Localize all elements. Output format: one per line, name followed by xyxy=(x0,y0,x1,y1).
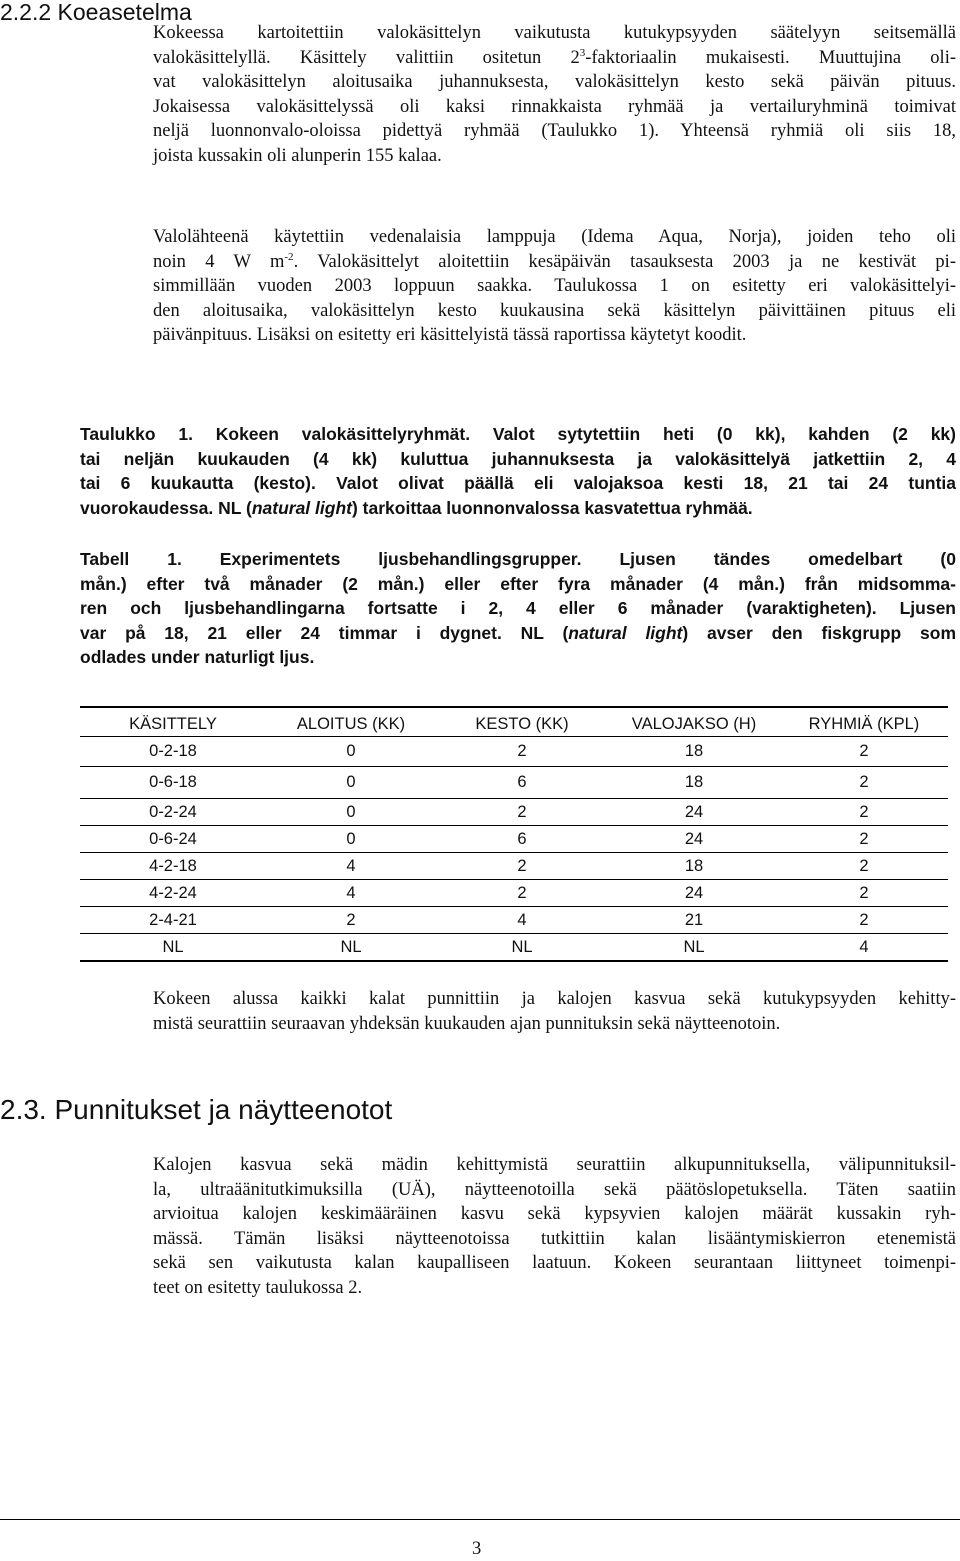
table-cell: 2 xyxy=(436,737,608,767)
text-line: sekä sen vaikutusta kalan kaupalliseen laatuun. Kokeen seurantaan liittyneet toimenpi- xyxy=(153,1253,956,1273)
table-row xyxy=(80,907,948,934)
text-line: joista kussakin oli alunperin 155 kalaa. xyxy=(153,145,442,166)
table-cell: 2 xyxy=(436,853,608,880)
text-line: Jokaisessa valokäsittelyssä oli kaksi rinnakkaista ryhmää ja vertailuryhminä toimivat xyxy=(153,96,956,117)
table-cell: NL xyxy=(162,937,184,956)
table-row xyxy=(80,880,948,907)
table-cell: 2-4-21 xyxy=(80,907,266,934)
table-row xyxy=(80,737,948,767)
table-cell: 21 xyxy=(608,907,780,934)
table-cell: 6 xyxy=(436,767,608,799)
text-line: neljä luonnonvalo-oloissa pidettyä ryhmää (Taulukko 1). Yhteensä ryhmiä oli siis 18, xyxy=(153,121,956,141)
table-row xyxy=(80,826,948,853)
table-cell: 2 xyxy=(780,826,948,853)
text-fragment: -faktoriaalin mukaisesti. Muuttujina oli- xyxy=(585,47,957,68)
table-caption-swedish xyxy=(80,547,956,670)
superscript: 3 xyxy=(579,46,586,59)
table-row xyxy=(80,767,948,799)
caption-fragment: vuorokaudessa. xyxy=(80,497,214,518)
text-line: la, ultraäänitutkimuksilla (UÄ), näytteenotoilla sekä päätöslopetuksella. Täten saatiin xyxy=(153,1179,956,1200)
text-fragment: noin 4 W m xyxy=(153,251,285,272)
caption-line: Tabell 1. Experimentets ljusbehandlingsgrupper. Ljusen tändes omedelbart (0 xyxy=(80,549,956,569)
table-cell: 0-2-18 xyxy=(80,737,266,767)
text-line: teet on esitetty taulukossa 2. xyxy=(153,1277,363,1298)
table-cell: 0 xyxy=(266,799,436,826)
caption-line: mån.) efter två månader (2 mån.) eller efter fyra månader (4 mån.) från midsomma- xyxy=(80,573,956,594)
text-fragment: . Valokäsittelyt aloitettiin kesäpäivän tasauksesta 2003 ja ne kestivät pi- xyxy=(293,251,956,272)
column-header: ALOITUS (KK) xyxy=(266,707,436,737)
footer-divider xyxy=(0,1519,960,1520)
table-cell: 2 xyxy=(266,907,436,934)
table-cell: 2 xyxy=(780,853,948,880)
table-row xyxy=(80,799,948,826)
caption-line: ren och ljusbehandlingarna fortsatte i 2, 4 eller 6 månader (varaktigheten). Ljusen xyxy=(80,598,956,618)
table-cell: 2 xyxy=(780,799,948,826)
caption-line: tai 6 kuukautta (kesto). Valot olivat päällä eli valojaksoa kesti 18, 21 tai 24 tuntia xyxy=(80,473,956,493)
text-line: Kalojen kasvua sekä mädin kehittymistä seurattiin alkupunnituksella, välipunnituksil- xyxy=(153,1155,956,1175)
text-line: den aloitusaika, valokäsittelyn kesto kuukausina sekä käsittelyn päivittäinen pituus eli xyxy=(153,300,956,321)
text-line: simmillään vuoden 2003 loppuun saakka. Taulukossa 1 on esitetty eri valokäsittelyi- xyxy=(153,276,956,296)
table-row xyxy=(80,853,948,880)
table-cell: 18 xyxy=(608,853,780,880)
page-number: 3 xyxy=(472,1539,482,1559)
table-cell: 2 xyxy=(436,880,608,907)
caption-italic: natural light xyxy=(251,497,352,518)
table-cell: 6 xyxy=(436,826,608,853)
text-line: arvioitua kalojen keskimääräinen kasvu sekä kypsyvien kalojen määrät kussakin ryh- xyxy=(153,1204,956,1224)
paragraph-punnitukset xyxy=(153,1153,956,1300)
caption-fragment: ) avser den fiskgrupp som xyxy=(682,622,957,643)
table-cell: 0-2-24 xyxy=(80,799,266,826)
table-cell: 2 xyxy=(780,880,948,907)
table-cell: 2 xyxy=(780,907,948,934)
paragraph-punnitukset-intro xyxy=(153,987,956,1036)
text-line: mistä seurattiin seuraavan yhdeksän kuukauden ajan punnituksin sekä näytteenotoin. xyxy=(153,1013,781,1034)
table-cell: 24 xyxy=(608,799,780,826)
table-cell: 2 xyxy=(780,767,948,799)
column-header: KESTO (KK) xyxy=(436,707,608,737)
text-line: päivänpituus. Lisäksi on esitetty eri käsittelyistä tässä raportissa käytetyt koodit. xyxy=(153,325,747,345)
table-cell: 4 xyxy=(266,880,436,907)
paragraph-valolahteet xyxy=(153,225,956,348)
table-row xyxy=(80,934,948,962)
table-caption-finnish xyxy=(80,422,956,520)
table-cell: 4 xyxy=(266,853,436,880)
text-line: Valolähteenä käytettiin vedenalaisia lamppuja (Idema Aqua, Norja), joiden teho oli xyxy=(153,227,956,247)
caption-line xyxy=(80,496,956,521)
section-heading-2-2-2: 2.2.2 Koeasetelma xyxy=(0,0,192,25)
column-header: RYHMIÄ (KPL) xyxy=(780,707,948,737)
text-line: vat valokäsittelyn aloitusaika juhannuksesta, valokäsittelyn kesto sekä päivän pituus. xyxy=(153,72,956,92)
caption-line: odlades under naturligt ljus. xyxy=(80,647,315,667)
table-cell: 0-6-24 xyxy=(80,826,266,853)
table-cell: 2 xyxy=(436,799,608,826)
table-cell: NL xyxy=(340,937,362,956)
text-line: Kokeen alussa kaikki kalat punnittiin ja kalojen kasvua sekä kutukypsyyden kehitty- xyxy=(153,989,956,1009)
table-cell: 4 xyxy=(436,907,608,934)
table-cell: 0-6-18 xyxy=(80,767,266,799)
table-cell: 2 xyxy=(780,737,948,767)
caption-line xyxy=(80,621,956,646)
table-cell: 0 xyxy=(266,826,436,853)
column-header: KÄSITTELY xyxy=(80,707,266,737)
text-fragment: valokäsittelyllä. Käsittely valittiin ositetun 2 xyxy=(153,47,580,68)
table-cell: NL xyxy=(511,937,533,956)
text-line: mässä. Tämän lisäksi näytteenotoissa tutkittiin kalan lisääntymiskierron etenemistä xyxy=(153,1228,956,1249)
caption-fragment: var på 18, 21 eller 24 timmar i dygnet. NL ( xyxy=(80,622,569,643)
caption-fragment: ) tarkoittaa luonnonvalossa kasvatettua ryhmää. xyxy=(351,497,753,518)
treatment-groups-table xyxy=(80,706,948,962)
table-cell: 18 xyxy=(608,767,780,799)
table-cell: 0 xyxy=(266,767,436,799)
table-cell: 24 xyxy=(608,880,780,907)
column-header: VALOJAKSO (H) xyxy=(608,707,780,737)
table-cell: 24 xyxy=(608,826,780,853)
text-line xyxy=(153,46,956,71)
text-line xyxy=(153,250,956,275)
section-heading-2-3: 2.3. Punnitukset ja näytteenotot xyxy=(0,1094,393,1125)
table-cell: 4-2-18 xyxy=(80,853,266,880)
superscript: -2 xyxy=(284,250,294,263)
caption-fragment: NL ( xyxy=(213,497,252,518)
caption-italic: natural light xyxy=(568,622,683,643)
caption-line: tai neljän kuukauden (4 kk) kuluttua juhannuksesta ja valokäsittelyä jatkettiin 2, 4 xyxy=(80,448,956,469)
table-cell: 18 xyxy=(608,737,780,767)
text-line: Kokeessa kartoitettiin valokäsittelyn vaikutusta kutukypsyyden säätelyyn seitsemällä xyxy=(153,23,956,43)
caption-line: Taulukko 1. Kokeen valokäsittelyryhmät. Valot sytytettiin heti (0 kk), kahden (2 kk) xyxy=(80,424,956,444)
table-cell: NL xyxy=(683,937,705,956)
table-cell: 4-2-24 xyxy=(80,880,266,907)
table-cell: 0 xyxy=(266,737,436,767)
table-header-row xyxy=(80,707,948,737)
table-cell: 4 xyxy=(859,937,869,956)
paragraph-koeasetelma xyxy=(153,21,956,168)
